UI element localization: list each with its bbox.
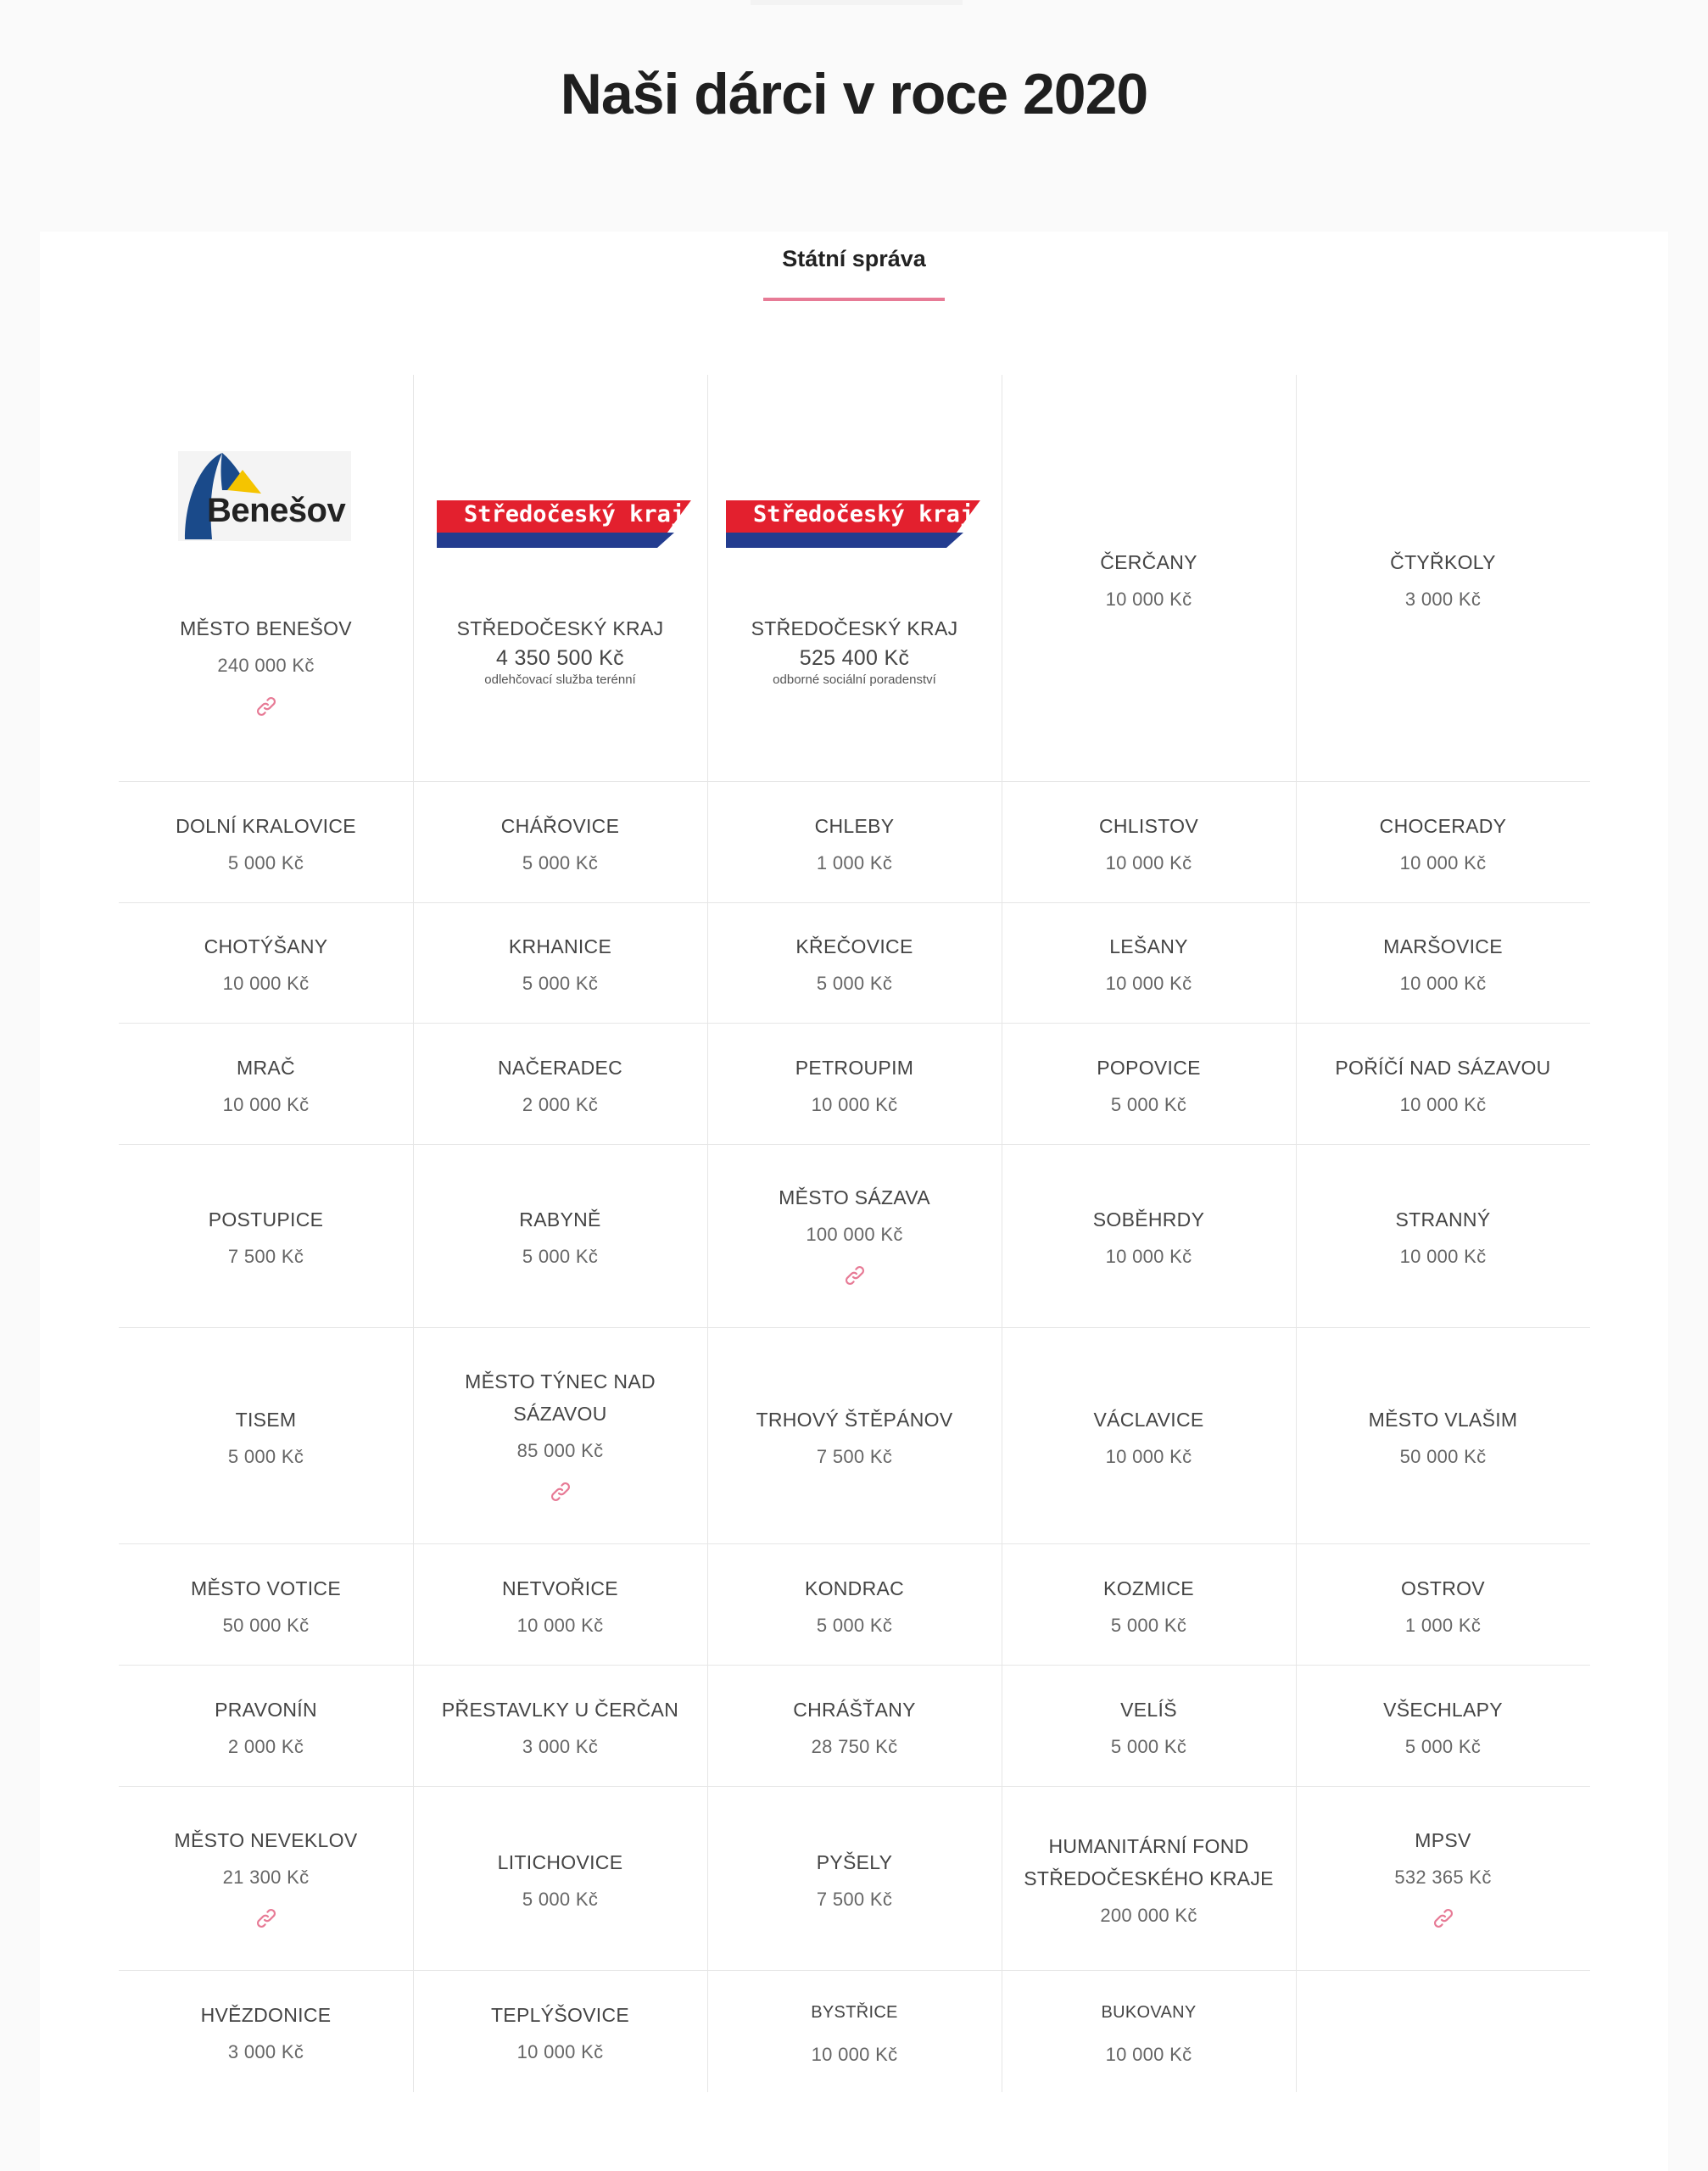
grid-divider-vertical (1296, 375, 1297, 2092)
donor-name: KONDRAC (804, 1577, 905, 1599)
donor-cell (707, 1023, 1002, 1144)
donor-cell (707, 1786, 1002, 1970)
donor-cell (1296, 1327, 1590, 1543)
donor-name: MĚSTO VOTICE (191, 1577, 341, 1599)
donor-cell (1002, 1665, 1296, 1786)
donor-cell (707, 1970, 1002, 2092)
grid-divider-horizontal (119, 1665, 1590, 1666)
donor-cell (1002, 781, 1296, 902)
donor-cell (1296, 1665, 1590, 1786)
donor-cell (119, 902, 413, 1023)
donor-cell (119, 1970, 413, 2092)
donor-amount: 50 000 Kč (1399, 1445, 1487, 1467)
donor-amount: 10 000 Kč (222, 973, 310, 994)
donor-cell (707, 375, 1002, 781)
donor-name: POSTUPICE (208, 1208, 324, 1231)
donor-cell (413, 1543, 707, 1665)
donor-cell (707, 1144, 1002, 1327)
donor-name: TRHOVÝ ŠTĚPÁNOV (756, 1408, 953, 1431)
donor-name: LEŠANY (1109, 935, 1188, 957)
donor-cell (119, 375, 413, 781)
grid-divider-horizontal (119, 1543, 1590, 1544)
donor-name: LITICHOVICE (497, 1850, 623, 1873)
donor-cell (1296, 781, 1590, 902)
donor-cell (1002, 1786, 1296, 1970)
donor-name: CHRÁŠŤANY (793, 1698, 916, 1721)
donor-amount: 3 000 Kč (1404, 588, 1482, 610)
donor-cell (1002, 1970, 1296, 2092)
donor-amount: 100 000 Kč (806, 1224, 903, 1245)
donor-name: MĚSTO SÁZAVA (779, 1186, 930, 1208)
donor-cell (1002, 902, 1296, 1023)
donor-name: SOBĚHRDY (1092, 1208, 1205, 1231)
donor-amount: 10 000 Kč (1105, 1445, 1192, 1467)
donor-amount: 10 000 Kč (1105, 973, 1192, 994)
donor-name: PRAVONÍN (215, 1698, 317, 1721)
benesov-logo-text: Benešov (207, 492, 346, 529)
donor-amount: 525 400 Kč (799, 646, 910, 670)
donor-name: MĚSTO BENEŠOV (180, 617, 352, 639)
donor-amount: 85 000 Kč (516, 1439, 604, 1461)
donor-amount: 10 000 Kč (1105, 2044, 1192, 2065)
donor-name: TISEM (235, 1408, 297, 1431)
donor-name: HVĚZDONICE (200, 2004, 332, 2026)
donor-amount: 10 000 Kč (811, 1093, 898, 1115)
donor-amount: 3 000 Kč (522, 1735, 599, 1757)
donor-cell (1296, 375, 1590, 781)
donor-amount: 5 000 Kč (227, 851, 304, 873)
donor-cell (119, 1023, 413, 1144)
donor-name: VELÍŠ (1120, 1698, 1177, 1721)
donor-amount: 7 500 Kč (816, 1445, 893, 1467)
donor-name: KRHANICE (508, 935, 612, 957)
stredocesky-kraj-logo (437, 500, 691, 548)
donor-cell (1296, 902, 1590, 1023)
kraj-logo-text: Středočeský kraj (753, 501, 974, 527)
donor-name: PŘESTAVLKY U ČERČAN (441, 1698, 679, 1721)
donor-cell (1296, 1543, 1590, 1665)
donor-amount: 7 500 Kč (227, 1246, 304, 1267)
donor-cell (413, 1144, 707, 1327)
donor-amount: 10 000 Kč (516, 2041, 604, 2062)
grid-divider-horizontal (119, 1786, 1590, 1787)
donor-cell (119, 1543, 413, 1665)
donor-amount: 2 000 Kč (227, 1735, 304, 1757)
donor-cell (1002, 1144, 1296, 1327)
donor-cell (413, 1023, 707, 1144)
donor-amount: 4 350 500 Kč (496, 646, 624, 670)
benesov-logo (178, 451, 351, 541)
link-icon[interactable] (252, 1904, 281, 1933)
donor-cell (707, 1543, 1002, 1665)
donor-amount: 5 000 Kč (1404, 1735, 1482, 1757)
donor-amount: 5 000 Kč (522, 1888, 599, 1910)
donor-name: MARŠOVICE (1383, 935, 1503, 957)
donor-cell (707, 781, 1002, 902)
donor-name: PETROUPIM (795, 1056, 914, 1079)
donor-amount: 5 000 Kč (816, 973, 893, 994)
donor-cell (1296, 1144, 1590, 1327)
donor-amount: 21 300 Kč (222, 1866, 310, 1888)
grid-divider-vertical (413, 375, 414, 2092)
donor-amount: 532 365 Kč (1394, 1866, 1492, 1888)
link-icon[interactable] (252, 692, 281, 721)
donor-cell (413, 781, 707, 902)
donor-amount: 10 000 Kč (1399, 851, 1487, 873)
donor-cell (413, 1327, 707, 1543)
donor-name: BYSTŘICE (811, 2003, 898, 2022)
donor-amount: 10 000 Kč (1399, 1246, 1487, 1267)
donor-name: OSTROV (1401, 1577, 1485, 1599)
donor-name: STŘEDOČESKÝ KRAJ (456, 617, 664, 639)
grid-divider-horizontal (119, 902, 1590, 903)
link-icon[interactable] (840, 1261, 869, 1290)
donor-amount: 1 000 Kč (1404, 1614, 1482, 1636)
donor-amount: 10 000 Kč (516, 1614, 604, 1636)
grid-divider-horizontal (119, 1970, 1590, 1971)
grid-divider-horizontal (119, 1023, 1590, 1024)
donor-name: KŘEČOVICE (795, 935, 913, 957)
donor-note: odlehčovací služba terénní (484, 673, 636, 687)
grid-divider-horizontal (119, 781, 1590, 782)
donor-amount: 5 000 Kč (1110, 1735, 1187, 1757)
donor-name: MĚSTO VLAŠIM (1368, 1408, 1518, 1431)
donor-cell (119, 1786, 413, 1970)
donor-amount: 1 000 Kč (816, 851, 893, 873)
donor-name: CHLEBY (814, 814, 895, 837)
donor-name: CHOTÝŠANY (204, 935, 328, 957)
donor-cell (413, 375, 707, 781)
donor-cell (119, 1327, 413, 1543)
donor-name: VŠECHLAPY (1383, 1698, 1503, 1721)
donor-cell (707, 902, 1002, 1023)
donor-cell (1002, 1023, 1296, 1144)
donor-amount: 28 750 Kč (811, 1735, 898, 1757)
donor-cell (413, 1665, 707, 1786)
donor-name: RABYNĚ (519, 1208, 601, 1231)
donor-note: odborné sociální poradenství (773, 673, 936, 687)
donor-name: NETVOŘICE (502, 1577, 618, 1599)
donor-amount: 10 000 Kč (811, 2044, 898, 2065)
donor-amount: 5 000 Kč (522, 973, 599, 994)
link-icon[interactable] (546, 1477, 575, 1506)
donor-name: HUMANITÁRNÍ FOND STŘEDOČESKÉHO KRAJE (1024, 1834, 1274, 1889)
donor-grid (119, 375, 1590, 2092)
donor-amount: 10 000 Kč (222, 1093, 310, 1115)
donor-cell (1002, 1327, 1296, 1543)
donor-amount: 5 000 Kč (227, 1445, 304, 1467)
donor-name: CHÁŘOVICE (500, 814, 620, 837)
donor-name: DOLNÍ KRALOVICE (176, 814, 356, 837)
grid-divider-horizontal (119, 1144, 1590, 1145)
donor-cell (1002, 375, 1296, 781)
donor-amount: 5 000 Kč (1110, 1614, 1187, 1636)
donor-name: POŘÍČÍ NAD SÁZAVOU (1335, 1056, 1551, 1079)
donor-amount: 50 000 Kč (222, 1614, 310, 1636)
stredocesky-kraj-logo (726, 500, 980, 548)
donor-cell (413, 1970, 707, 2092)
donor-amount: 10 000 Kč (1105, 1246, 1192, 1267)
tab-statni-sprava[interactable]: Státní správa (763, 246, 945, 301)
donor-name: ČTYŘKOLY (1390, 550, 1496, 573)
donor-cell (707, 1327, 1002, 1543)
donor-cell (1296, 1786, 1590, 1970)
donor-name: CHOCERADY (1379, 814, 1507, 837)
link-icon[interactable] (1429, 1904, 1458, 1933)
donor-amount: 10 000 Kč (1399, 973, 1487, 994)
donor-amount: 240 000 Kč (217, 655, 315, 676)
donor-name: MĚSTO TÝNEC NAD SÁZAVOU (465, 1370, 656, 1425)
donor-amount: 10 000 Kč (1105, 851, 1192, 873)
donor-name: PYŠELY (816, 1850, 893, 1873)
donor-name: POPOVICE (1097, 1056, 1201, 1079)
donor-amount: 200 000 Kč (1100, 1904, 1197, 1926)
donor-amount: 10 000 Kč (1105, 588, 1192, 610)
donor-name: MĚSTO NEVEKLOV (174, 1828, 358, 1851)
donor-name: STŘEDOČESKÝ KRAJ (751, 617, 958, 639)
donor-cell (119, 781, 413, 902)
donor-amount: 5 000 Kč (816, 1614, 893, 1636)
donor-name: VÁCLAVICE (1093, 1408, 1204, 1431)
top-strip (751, 0, 963, 5)
donor-cell (413, 902, 707, 1023)
donor-name: CHLISTOV (1098, 814, 1198, 837)
donor-cell (119, 1144, 413, 1327)
grid-divider-vertical (707, 375, 708, 2092)
kraj-logo-text: Středočeský kraj (464, 501, 685, 527)
donor-amount: 5 000 Kč (522, 1246, 599, 1267)
donor-name: MRAČ (237, 1056, 295, 1079)
donor-cell (413, 1786, 707, 1970)
donor-cell (1296, 1023, 1590, 1144)
donor-name: STRANNÝ (1395, 1208, 1491, 1231)
donor-amount: 2 000 Kč (522, 1093, 599, 1115)
donor-amount: 10 000 Kč (1399, 1093, 1487, 1115)
donor-cell (1002, 1543, 1296, 1665)
donor-amount: 5 000 Kč (1110, 1093, 1187, 1115)
donor-cell (119, 1665, 413, 1786)
donor-amount: 7 500 Kč (816, 1888, 893, 1910)
donor-name: TEPLÝŠOVICE (490, 2004, 630, 2026)
donor-amount: 3 000 Kč (227, 2041, 304, 2062)
donor-name: BUKOVANY (1101, 2003, 1197, 2022)
donor-cell (707, 1665, 1002, 1786)
donor-name: ČERČANY (1100, 550, 1197, 573)
donor-name: NAČERADEC (497, 1056, 623, 1079)
grid-divider-horizontal (119, 1327, 1590, 1328)
donor-name: MPSV (1415, 1828, 1471, 1851)
donor-name: KOZMICE (1103, 1577, 1194, 1599)
donor-amount: 5 000 Kč (522, 851, 599, 873)
page-title: Naši dárci v roce 2020 (560, 62, 1148, 126)
